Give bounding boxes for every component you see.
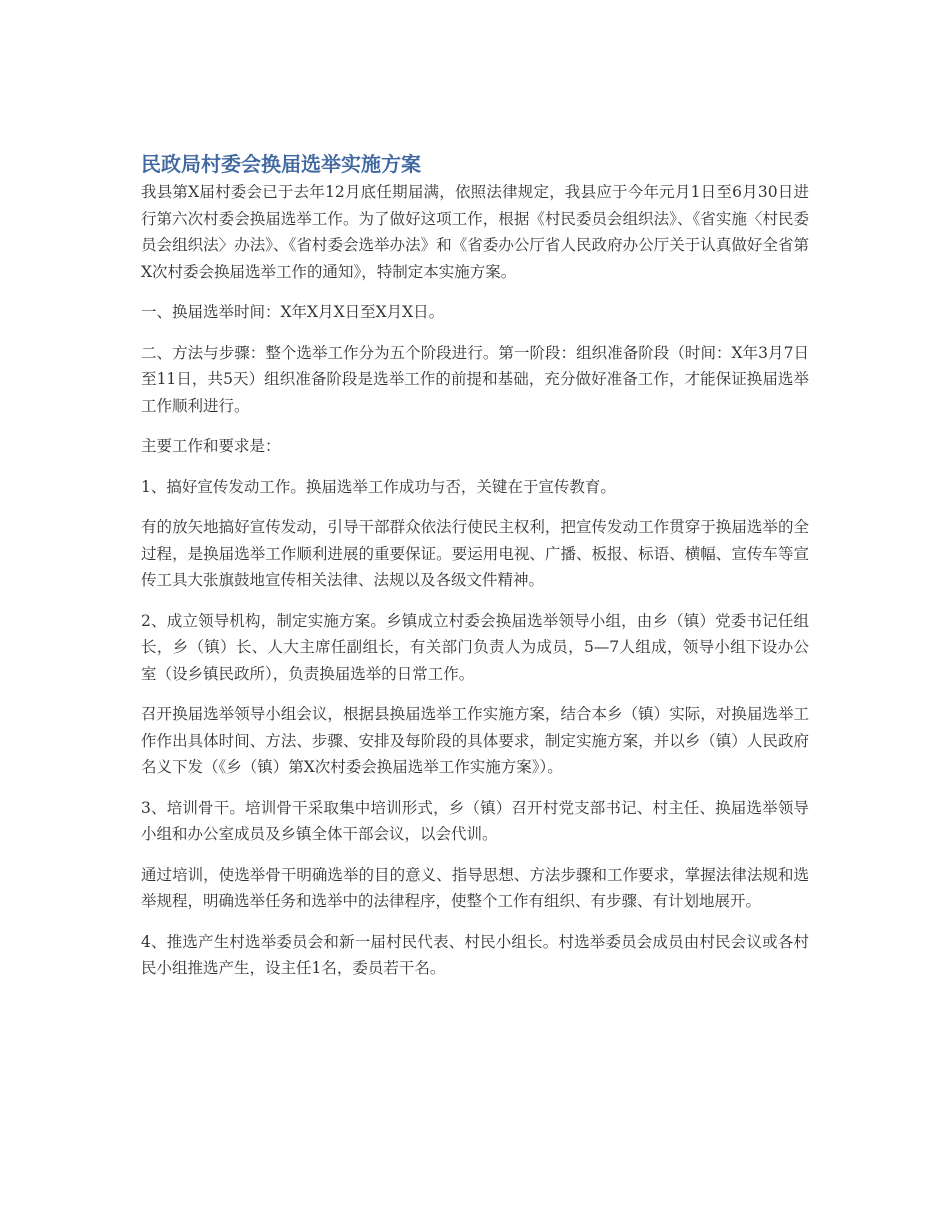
paragraph-main-requirements: 主要工作和要求是： [141,437,281,455]
document-title: 民政局村委会换届选举实施方案 [141,152,421,176]
paragraph-item-2-detail: 召开换届选举领导小组会议，根据县换届选举工作实施方案，结合本乡（镇）实际，对换届选举工作作出具体时间、方法、步骤、安排及每阶段的具体要求，制定实施方案，并以乡（镇）人民政府名义下发（《乡（镇）第X次村委会换届选举工作实施方案》）。 [141,705,809,776]
paragraph-item-3-detail: 通过培训，使选举骨干明确选举的目的意义、指导思想、方法步骤和工作要求，掌握法律法规和选举规程，明确选举任务和选举中的法律程序，使整个工作有组织、有步骤、有计划地展开。 [141,865,809,910]
paragraph-item-1-detail: 有的放矢地搞好宣传发动，引导干部群众依法行使民主权利，把宣传发动工作贯穿于换届选举的全过程，是换届选举工作顺利进展的重要保证。要运用电视、广播、板报、标语、横幅、宣传车等宣传工具大张旗鼓地宣传相关法律、法规以及各级文件精神。 [141,518,809,589]
paragraph-item-4: 4、推选产生村选举委员会和新一届村民代表、村民小组长。村选举委员会成员由村民会议或各村民小组推选产生，设主任1名，委员若干名。 [141,932,809,977]
paragraph-intro: 我县第X届村委会已于去年12月底任期届满，依照法律规定，我县应于今年元月1日至6月30日进行第六次村委会换届选举工作。为了做好这项工作，根据《村民委员会组织法》、《省实施〈村民委员会组织法〉办法》、《省村委会选举办法》和《省委办公厅省人民政府办公厅关于认真做好全省第X次村委会换届选举工作的通知》，特制定本实施方案。 [141,183,809,281]
paragraph-methods-steps: 二、方法与步骤：整个选举工作分为五个阶段进行。第一阶段：组织准备阶段（时间：X年3月7日至11日，共5天）组织准备阶段是选举工作的前提和基础，充分做好准备工作，才能保证换届选举工作顺利进行。 [141,343,809,415]
paragraph-item-2: 2、成立领导机构，制定实施方案。乡镇成立村委会换届选举领导小组，由乡（镇）党委书记任组长，乡（镇）长、人大主席任副组长，有关部门负责人为成员，5—7人组成，领导小组下设办公室（设乡镇民政所），负责换届选举的日常工作。 [141,611,809,683]
document-page [141,150,809,996]
paragraph-item-1: 1、搞好宣传发动工作。换届选举工作成功与否，关键在于宣传教育。 [141,477,616,496]
paragraph-item-3: 3、培训骨干。培训骨干采取集中培训形式，乡（镇）召开村党支部书记、村主任、换届选举领导小组和办公室成员及乡镇全体干部会议，以会代训。 [141,798,809,843]
paragraph-election-time: 一、换届选举时间：X年X月X日至X月X日。 [141,303,445,321]
